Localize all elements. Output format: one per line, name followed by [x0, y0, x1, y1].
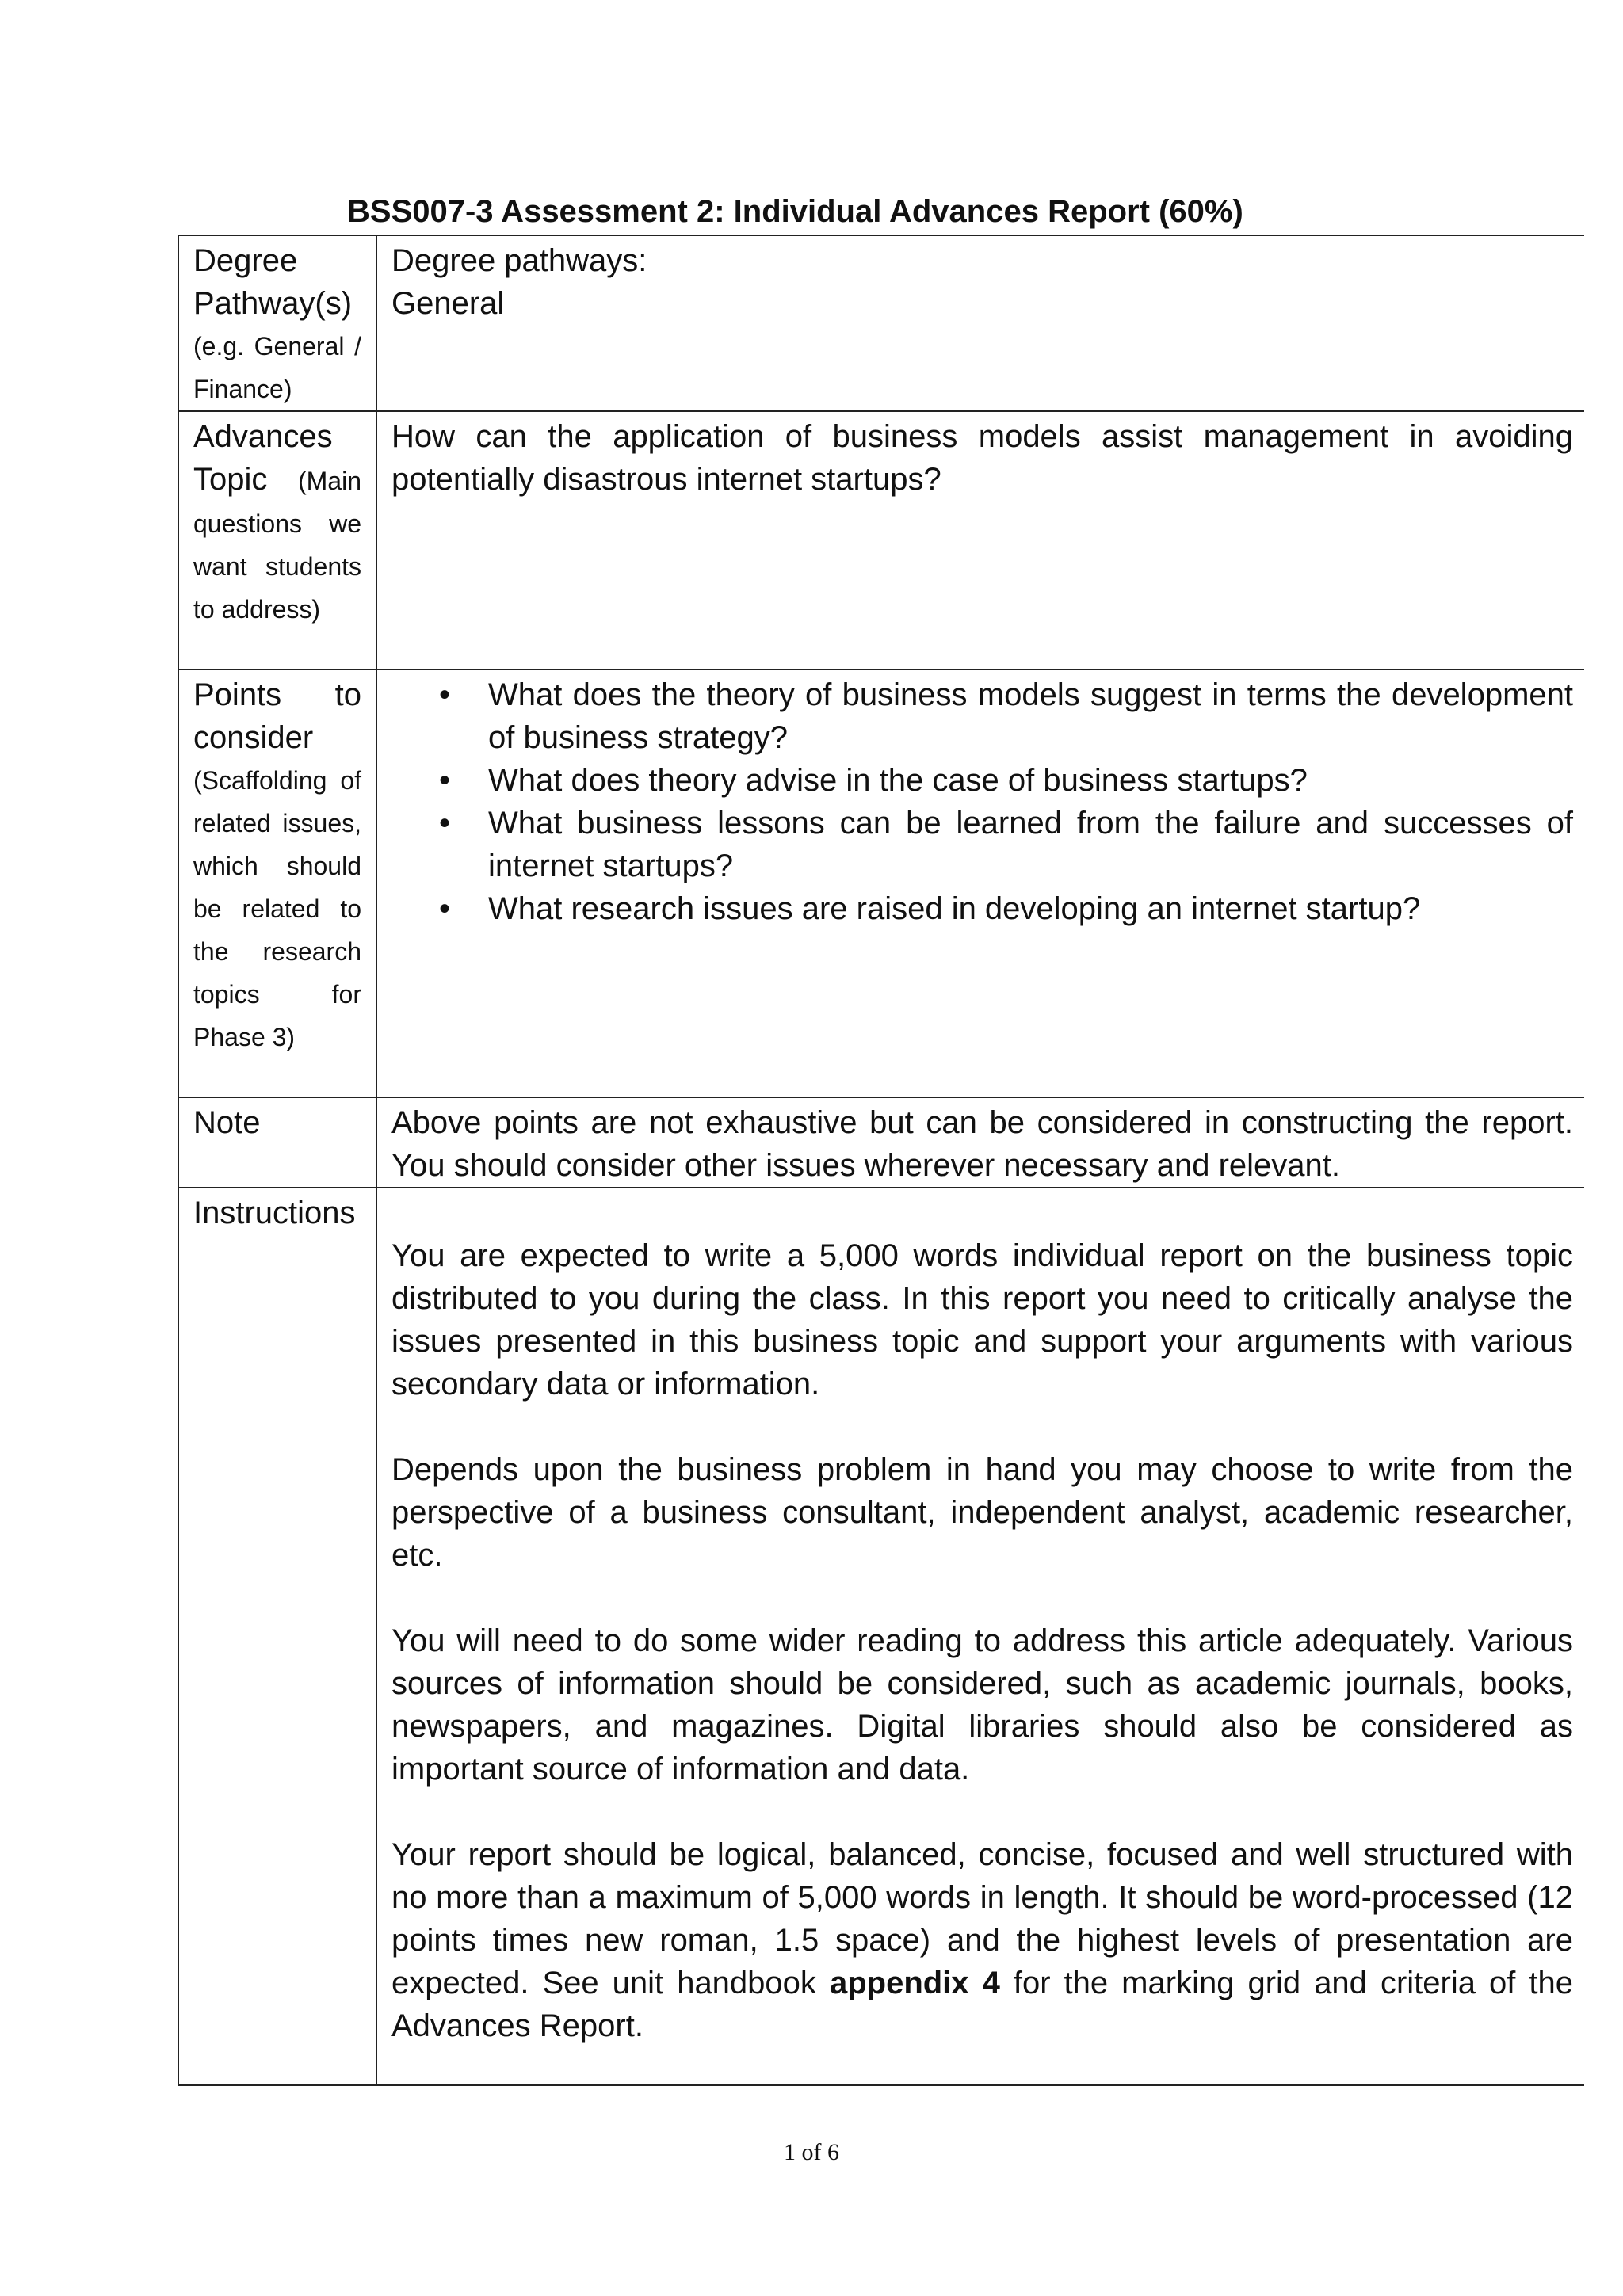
- instructions-paragraph-3: You will need to do some wider reading to address this article adequately. Various sources of information should be considered, such as academic journals, books, newspapers, and magazines. Digital libraries should also be considered as important source of information and data.: [391, 1623, 1573, 1787]
- points-label-note: (Scaffolding of related issues, which should be related to the research topics for Phase 3): [193, 766, 361, 1051]
- list-item: [439, 802, 1573, 887]
- page-number: 1 of 6: [784, 2139, 839, 2165]
- list-item-text: What business lessons can be learned from the failure and successes of internet startups?: [488, 806, 1573, 883]
- note-text: Above points are not exhaustive but can be considered in constructing the report. You should consider other issues wherever necessary and relevant.: [391, 1105, 1573, 1183]
- topic-question: How can the application of business models assist management in avoiding potentially disastrous internet startups?: [391, 419, 1573, 497]
- topic-label-cell: [178, 411, 376, 669]
- instructions-p4-start: Your report should be logical, balanced, concise, focused and well structured with no more than a maximum of 5,000 words in length. It should be word-processed (12 points times new roman, 1.5 space) and the highest levels of presentation are expected. See unit handbook: [391, 1837, 1573, 2000]
- note-value-cell: [376, 1097, 1584, 1188]
- list-item: [439, 759, 1573, 802]
- row-degree-pathway: [178, 235, 1584, 411]
- instructions-paragraph-1: You are expected to write a 5,000 words individual report on the business topic distributed to you during the class. In this report you need to critically analyse the issues presented in this business topic and support your arguments with various secondary data or information.: [391, 1238, 1573, 1402]
- instructions-value-cell: [376, 1188, 1584, 2085]
- instructions-label-cell: [178, 1188, 376, 2085]
- degree-pathways-heading: Degree pathways:: [391, 243, 647, 278]
- row-advances-topic: [178, 411, 1584, 669]
- instructions-label: Instructions: [193, 1196, 356, 1230]
- instructions-p4-end: for the marking grid and criteria of the Advances Report.: [391, 1966, 1573, 2043]
- bullet-icon: •: [439, 806, 451, 841]
- instructions-paragraph-4: [391, 1833, 1573, 2047]
- note-label-cell: [178, 1097, 376, 1188]
- list-item-text: What does theory advise in the case of business startups?: [488, 763, 1308, 798]
- appendix-reference: appendix 4: [829, 1966, 1000, 2000]
- list-item: [439, 673, 1573, 759]
- assessment-table: [178, 235, 1584, 2086]
- list-item-text: What research issues are raised in developing an internet startup?: [488, 891, 1421, 926]
- bullet-icon: •: [439, 763, 451, 798]
- list-item: [439, 887, 1573, 930]
- row-instructions: [178, 1188, 1584, 2085]
- degree-pathways-value: General: [391, 286, 505, 321]
- instructions-paragraph-2: Depends upon the business problem in hand you may choose to write from the perspective of a business consultant, independent analyst, academic researcher, etc.: [391, 1452, 1573, 1573]
- topic-label: Advances Topic: [193, 419, 333, 497]
- note-label: Note: [193, 1105, 261, 1140]
- degree-value-cell: [376, 235, 1584, 411]
- page-title: BSS007-3 Assessment 2: Individual Advances Report (60%): [347, 194, 1243, 229]
- bullet-icon: •: [439, 677, 451, 712]
- row-note: [178, 1097, 1584, 1188]
- topic-label-note: (Main questions we want students to address): [193, 467, 361, 624]
- points-label-cell: [178, 669, 376, 1097]
- degree-label-cell: [178, 235, 376, 411]
- bullet-icon: •: [439, 891, 451, 926]
- points-label: Points to consider: [193, 677, 361, 755]
- row-points-to-consider: [178, 669, 1584, 1097]
- degree-label: Degree Pathway(s): [193, 243, 353, 321]
- points-list: [391, 673, 1573, 930]
- points-value-cell: [376, 669, 1584, 1097]
- list-item-text: What does the theory of business models suggest in terms the development of business strategy?: [488, 677, 1573, 755]
- degree-label-note: (e.g. General / Finance): [193, 332, 361, 403]
- topic-value-cell: [376, 411, 1584, 669]
